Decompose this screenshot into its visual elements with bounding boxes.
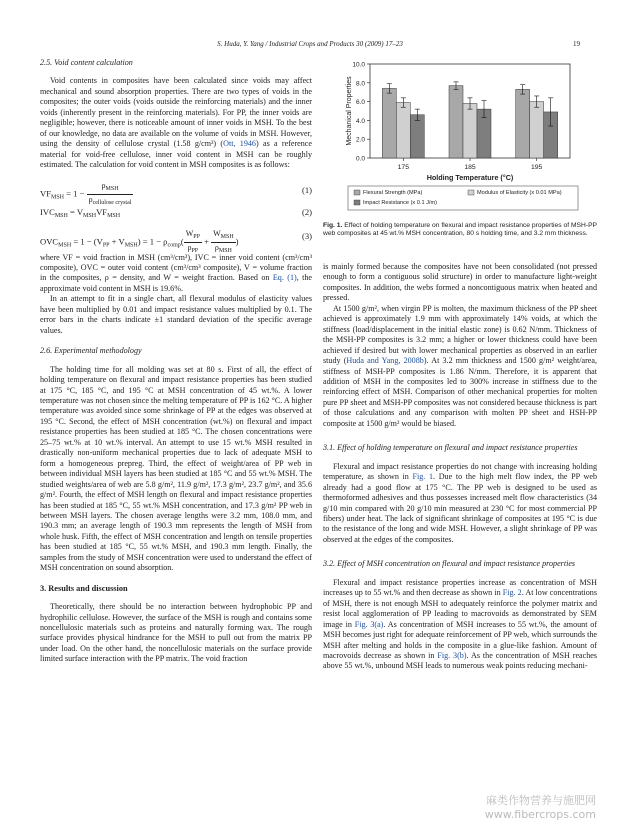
equation-3: $OVC_{MSH} = 1 - (V_{PP} + V_{MSH}) = 1 - \rho_{comp}$( $\frac{W_{PP}}{\rho_{PP}}$ + $\frac{W_{MSH}}{\rho_{MSH}}$ ) (3) xyxy=(40,228,312,254)
legend-swatch-1 xyxy=(468,190,474,195)
section-3-paragraph-1: Theoretically, there should be no interaction between hydrophobic PP and hydrophilic cellulose. However, the surface of the MSH is rough and contains some noncellulosic materials such as proteins and naturally forming wax. The rough surface provides physical hindrance for the MSH to pull out from the matrix PP under load. On the other hand, the noncellulosic materials on the surface provide limited surface interaction with the PP matrix. The void fraction xyxy=(40,602,312,664)
legend-entry-0: Flexural Strength (MPa) xyxy=(363,190,423,196)
ref-fig-3b[interactable]: Fig. 3(b) xyxy=(437,650,467,660)
bar-1-175 xyxy=(396,103,410,158)
ref-fig-3a[interactable]: Fig. 3(a) xyxy=(354,619,384,629)
bar-1-185 xyxy=(463,103,477,158)
ref-huda-yang-2008b[interactable]: Huda and Yang, 2008b xyxy=(346,356,424,366)
y-tick-label-1: 2.0 xyxy=(355,136,365,144)
ref-fig-2[interactable]: Fig. 2 xyxy=(502,588,522,598)
watermark xyxy=(485,794,596,822)
watermark-line-1: 麻类作物营养与施肥网 xyxy=(486,794,596,807)
section-2-6-title: 2.6. Experimental methodology xyxy=(40,346,142,356)
ref-eq-1[interactable]: Eq. (1) xyxy=(272,273,297,283)
section-3-2-title: 3.2. Effect of MSH concentration on flexural and impact resistance properties xyxy=(323,559,576,569)
running-header xyxy=(0,40,620,52)
ref-fig-1[interactable]: Fig. 1 xyxy=(412,472,434,482)
figure-1-chart xyxy=(342,60,582,218)
figure-1 xyxy=(342,60,582,218)
running-head: S. Huda, Y. Yang / Industrial Crops and Products 30 (2009) 17–23 xyxy=(217,40,403,48)
bar-1-195 xyxy=(530,102,544,158)
y-tick-label-2: 4.0 xyxy=(355,117,365,125)
y-tick-label-5: 10.0 xyxy=(352,61,365,69)
bar-2-175 xyxy=(410,115,424,158)
y-tick-label-0: 0.0 xyxy=(355,155,365,163)
section-3-1-paragraph-1: Flexural and impact resistance properties do not change with increasing holding temperature, as shown in Fig. 1. Due to the high melt flow index, the PP web already had a good flow at 175 °C. The PP web is designed to be used as thermoformed adhesives and thus possesses increased melt flow characteristics (34 g/10 min compared with 20 g/10 min measured at 230 °C for most commercial PP fibers) under heat. The lack of significant shrinkage of composites at 195 °C is due to the resistance of the long and wide MSH. However, a slight shrinkage of PP was observed at the edges of the composites. xyxy=(323,461,597,544)
x-axis-label: Holding Temperature (°C) xyxy=(426,173,514,182)
section-3-2-paragraph-1: Flexural and impact resistance properties increase as concentration of MSH increases up to 55 wt.% and then decrease as shown in Fig. 2. At low concentrations of MSH, there is not enough MSH to adequately reinforce the polymer matrix and resist local agglomeration of PP leading to macrovoids as demonstrated by SEM image in Fig. 3(a). As concentration of MSH increases to 55 wt.%, the amount of MSH becomes just right for adequate reinforcement of PP web, which surrounds the MSH after melting and holds in the composite in a glue-like fashion. Amount of macrovoids decrease as shown in Fig. 3(b). As the concentration of MSH reaches above 55 wt.%, unbound MSH leads to numerous weak points reducing mechani- xyxy=(323,577,598,671)
y-tick-label-3: 6.0 xyxy=(355,99,365,107)
figure-1-caption: Fig. 1. Effect of holding temperature on flexural and impact resistance properties of MSH-PP web composites at 45 wt.% MSH concentration, 80 s holding time, and 3.2 mm thickness. xyxy=(323,222,597,238)
ref-ott-1946[interactable]: Ott, 1946 xyxy=(223,139,256,149)
right-paragraph-1: is mainly formed because the composites have not been consolidated (not pressed enough to form a contiguous solid structure) in order to manufacture light-weight composites. In addition, the webs formed a noncontiguous matrix when heated and pressed. xyxy=(323,262,597,303)
equation-definitions: where VF = void fraction in MSH (cm³/cm³), IVC = inner void content (cm³/cm³ composite), OVC = outer void content (cm³/cm³ composite), V = volume fraction in the composites, ρ = density, and W = weight fraction. Based on Eq. (1), the approximate void content in MSH is 19.6%. xyxy=(40,252,312,293)
x-tick-label-175: 175 xyxy=(397,164,410,171)
equation-1: $VF_{MSH} = 1$ − $\frac{\rho_{MSH}}{\rho_{cellulose crystal}}$ (1) xyxy=(40,180,312,206)
section-2-6-paragraph-1: The holding time for all molding was set at 80 s. First of all, the effect of holding temperature on flexural and impact resistance properties has been studied at 175 °C, 185 °C, and 195 °C at MSH concentration of 45 wt.%. A lower temperature was not chosen since the melting temperature of PP is 162 °C. A higher temperature was avoided since some shrinkage of PP at the edges was observed at 195 °C. Second, the effect of MSH concentration (wt.%) on flexural and impact resistance properties has been studied at 185 °C. The chosen concentrations were 25–75 wt.% at 10 wt.% interval. An attempt to use 15 wt.% MSH resulted in drastically non-uniform mechanical properties due to lack of adequate MSH to form a homogeneous prepreg. Third, the effect of weight/area of PP web in between individual MSH layers has been studied at 185 °C and 55 wt.% MSH. The studied weights/area of web are 5.8 g/m², 11.9 g/m², 17.3 g/m², 23.7 g/m², and 35.6 g/m². Fourth, the effect of MSH length on flexural and impact resistance properties has been studied at 185 °C, 55 wt.% MSH concentration, and 17.3 g/m² PP web in between MSH layers. The chosen average lengths were 3.2 mm, 108.0 mm, and 190.3 mm; an average length of 190.3 mm represents the length of MSH from whole husk. Fifth, the effect of MSH concentration and length on tensile properties has been studied at 185 °C, 55 wt.% MSH, and 190.3 mm length. Finally, the samples from the study of MSH concentration were used to understand the effect of MSH concentration on sound absorption. xyxy=(40,364,312,573)
legend-swatch-2 xyxy=(354,200,360,205)
section-3-1-title: 3.1. Effect of holding temperature on flexural and impact resistance properties xyxy=(323,443,578,453)
x-tick-label-195: 195 xyxy=(530,164,543,171)
right-paragraph-2: At 1500 g/m², when virgin PP is molten, the maximum thickness of the PP sheet achieved is approximately 1.9 mm with approximately 14% voids, at which the stiffness (load/displacement in the initial elastic zone) is 0.62 N/mm. Thickness of the MSH-PP composites is 3.2 mm; a higher or lower thickness could have been achieved if desired but with lower mechanical properties as observed in an earlier study (Huda and Yang, 2008b). At 3.2 mm thickness and 1500 g/m² weight/area, stiffness of MSH-PP composites is 1.86 N/mm. Therefore, it is apparent that addition of MSH in the composites led to 300% increase in stiffness due to the reinforcing effect of MSH. Comparison of other mechanical properties for molten pure PP sheet and MSH-PP composites was not considered because thickness is part of those calculations and any comparison with molten PP sheet and HSH-PP composite at 1500 g/m² would be biased. xyxy=(323,303,597,428)
bar-0-175 xyxy=(382,88,396,158)
right-column xyxy=(323,262,597,672)
section-2-5-paragraph-1: Void contents in composites have been calculated since voids may affect mechanical and sound absorption properties. There are two types of voids in the composites; the outer voids (voids outside the reinforcing materials) and the inner voids (inherently present in the reinforcing materials). For PP, the inner voids are negligible; however, there is noticeable amount of inner voids in MSH. To the best of our knowledge, no data are available on the volume of voids in MSH. However, using the density of cellulose crystal (1.58 g/cm³) (Ott, 1946) as a reference material for void-free cellulose, inner void content in MSH can be roughly estimated. The calculation for void content in MSH composites is as follows: xyxy=(40,76,312,170)
bar-0-185 xyxy=(449,86,463,158)
x-tick-label-185: 185 xyxy=(464,164,476,171)
y-tick-label-4: 8.0 xyxy=(355,80,365,88)
legend-entry-1: Modulus of Elasticity (x 0.01 MPa) xyxy=(477,190,562,196)
y-axis-label: Mechanical Properties xyxy=(346,76,353,146)
section-2-5-paragraph-2: In an attempt to fit in a single chart, all flexural modulus of elasticity values have been multiplied by 0.01 and impact resistance values multiplied by 0.1. The error bars in the charts indicate ±1 standard deviation of the specific average values. xyxy=(40,294,312,335)
bar-0-195 xyxy=(516,89,530,158)
legend-swatch-0 xyxy=(354,190,360,195)
equation-2: $IVC_{MSH} = V_{MSH}VF_{MSH}$ (2) xyxy=(40,206,312,219)
legend-entry-2: Impact Resistance (x 0.1 J/m) xyxy=(363,200,437,206)
section-3-title: 3. Results and discussion xyxy=(40,583,128,593)
left-column xyxy=(40,58,312,665)
section-2-5-title: 2.5. Void content calculation xyxy=(40,58,133,67)
page-number: 19 xyxy=(573,40,580,48)
watermark-line-2: www.fibercrops.com xyxy=(484,808,596,821)
